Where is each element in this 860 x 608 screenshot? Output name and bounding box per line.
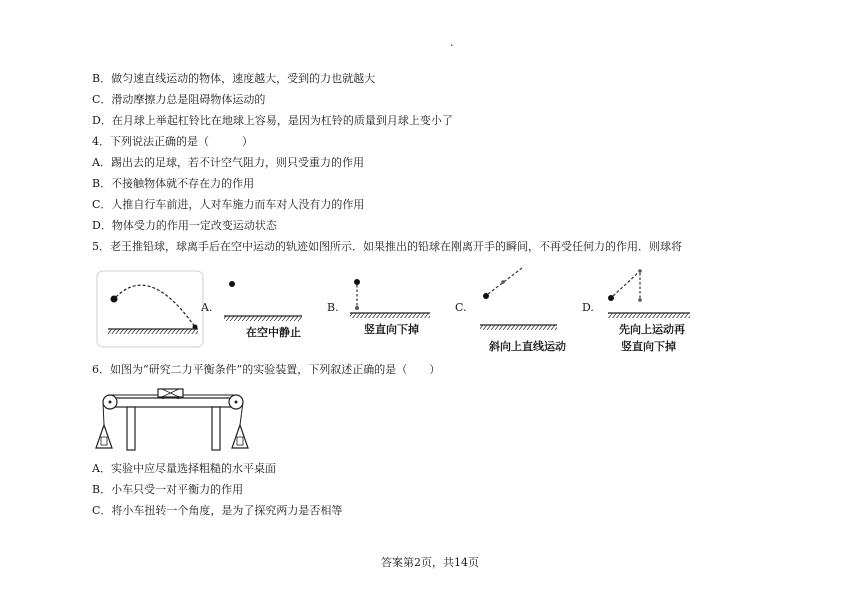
q3-option-b: B．做匀速直线运动的物体，速度越大，受到的力也就越大 (92, 72, 376, 85)
cart (158, 389, 183, 399)
option-b-graphic (350, 279, 430, 318)
q5-stem: 5．老王推铅球，球离手后在空中运动的轨迹如图所示．如果推出的铅球在刚离开手的瞬间，不再受任何力的作用．则球将 (92, 240, 682, 253)
table-leg-right (212, 407, 220, 450)
caption-d-line2: 竖直向下掉 (621, 340, 676, 353)
caption-a: 在空中静止 (246, 326, 301, 339)
ball-b (354, 279, 360, 285)
table-top (115, 398, 231, 407)
q4-option-c: C．人推自行车前进，人对车施力而车对人没有力的作用 (92, 198, 365, 211)
option-c-graphic (480, 268, 557, 330)
figure-label-a: A. (201, 301, 213, 314)
caption-d-line1: 先向上运动再 (619, 323, 685, 336)
ground (108, 329, 198, 334)
ball-a (229, 281, 235, 287)
figure-label-b: B. (327, 301, 339, 314)
table-leg-left (127, 407, 135, 450)
q3-option-d: D．在月球上举起杠铃比在地球上容易，是因为杠铃的质量到月球上变小了 (92, 114, 453, 127)
caption-b: 竖直向下掉 (364, 323, 419, 336)
q4-stem: 4．下列说法正确的是（ ） (92, 135, 253, 148)
q6-option-c: C．将小车扭转一个角度，是为了探究两力是否相等 (92, 504, 343, 517)
q4-option-d: D．物体受力的作用一定改变运动状态 (92, 219, 277, 232)
q3-option-c: C．滑动摩擦力总是阻碍物体运动的 (92, 93, 266, 106)
q6-option-a: A．实验中应尽量选择粗糙的水平桌面 (92, 462, 276, 475)
trajectory-diagram (97, 271, 203, 347)
q4-option-a: A．踢出去的足球，若不计空气阻力，则只受重力的作用 (92, 156, 364, 169)
trajectory-arc (116, 285, 195, 327)
weight-right (232, 425, 248, 448)
q4-option-b: B．不接触物体就不存在力的作用 (92, 177, 255, 190)
figure-label-d: D. (582, 301, 594, 314)
q5-figure (95, 265, 700, 360)
figure-label-c: C. (455, 301, 467, 314)
q6-apparatus-figure (95, 385, 250, 455)
caption-c: 斜向上直线运动 (489, 340, 566, 353)
header-mark: . (450, 36, 454, 49)
option-d-graphic (608, 269, 690, 318)
weight-left (96, 425, 112, 448)
option-a-graphic (224, 281, 302, 321)
q6-option-b: B．小车只受一对平衡力的作用 (92, 483, 244, 496)
page-footer: 答案第2页，共14页 (381, 556, 479, 569)
q6-stem: 6．如图为“研究二力平衡条件”的实验装置，下列叙述正确的是（ ） (92, 363, 441, 376)
